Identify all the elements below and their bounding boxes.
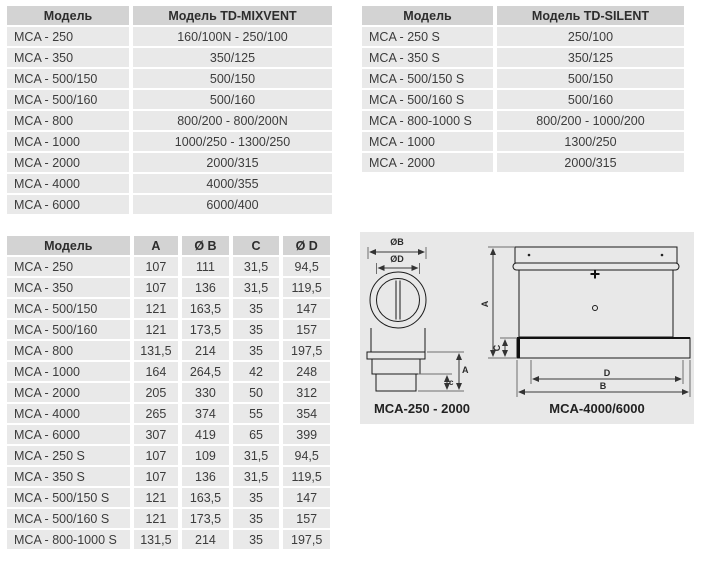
technical-drawing-panel [360, 232, 694, 424]
clamp-band-rect [513, 263, 679, 270]
dim-a-cell: 107 [134, 446, 179, 465]
dimensions-header-row [7, 236, 330, 255]
silent-header-model: Модель [362, 6, 493, 25]
table-row [362, 69, 684, 88]
value-cell: 800/200 - 1000/200 [497, 111, 684, 130]
table-row [362, 153, 684, 172]
value-cell: 500/160 [497, 90, 684, 109]
silent-header-row [362, 6, 684, 25]
dim-d-cell: 312 [283, 383, 330, 402]
table-row [362, 132, 684, 151]
dim-d-cell: 157 [283, 509, 330, 528]
dimensions-header-a: A [134, 236, 179, 255]
dim-c-cell: 55 [233, 404, 280, 423]
table-row [7, 404, 330, 423]
dim-a-cell: 131,5 [134, 530, 179, 549]
model-cell: MCA - 250 [7, 257, 130, 276]
value-cell: 350/125 [133, 48, 332, 67]
table-row [7, 509, 330, 528]
dim-c-cell: 35 [233, 341, 280, 360]
value-cell: 500/160 [133, 90, 332, 109]
model-cell: MCA - 500/160 [7, 90, 129, 109]
table-row [7, 425, 330, 444]
dim-b-cell: 173,5 [182, 509, 229, 528]
dim-b-cell: 214 [182, 530, 229, 549]
dim-c-cell: 35 [233, 530, 280, 549]
dim-a-cell: 265 [134, 404, 179, 423]
model-cell: MCA - 500/160 [7, 320, 130, 339]
left-drawing-front-view [368, 237, 426, 328]
value-cell: 350/125 [497, 48, 684, 67]
table-row [7, 195, 332, 214]
model-cell: MCA - 500/150 S [7, 488, 130, 507]
table-row [362, 111, 684, 130]
value-cell: 2000/315 [133, 153, 332, 172]
table-row [7, 530, 330, 549]
dim-b-cell: 136 [182, 278, 229, 297]
dim-c-cell: 35 [233, 299, 280, 318]
model-cell: MCA - 800 [7, 341, 130, 360]
value-cell: 1300/250 [497, 132, 684, 151]
model-cell: MCA - 6000 [7, 195, 129, 214]
table-row [7, 69, 332, 88]
table-row [7, 341, 330, 360]
value-cell: 800/200 - 800/200N [133, 111, 332, 130]
table-row [7, 320, 330, 339]
dim-label-a: A [462, 365, 469, 375]
dim-b-cell: 374 [182, 404, 229, 423]
dim-b-cell: 214 [182, 341, 229, 360]
dim-d-cell: 248 [283, 362, 330, 381]
dim-b-cell: 264,5 [182, 362, 229, 381]
dim-d-cell: 157 [283, 320, 330, 339]
dim-b-cell: 111 [182, 257, 229, 276]
dimensions-header-b: Ø B [182, 236, 229, 255]
dim-b-cell: 136 [182, 467, 229, 486]
mixvent-table [3, 4, 336, 216]
dim-c-cell: 31,5 [233, 278, 280, 297]
model-cell: MCA - 1000 [7, 362, 130, 381]
model-cell: MCA - 350 S [7, 467, 130, 486]
model-cell: MCA - 6000 [7, 425, 130, 444]
technical-drawing [360, 232, 694, 424]
left-drawing-side-view [367, 328, 469, 391]
model-cell: MCA - 4000 [7, 404, 130, 423]
dim-d-cell: 147 [283, 488, 330, 507]
table-row [7, 48, 332, 67]
dim-label-b: B [599, 381, 607, 391]
model-cell: MCA - 4000 [7, 174, 129, 193]
dim-d-cell: 197,5 [283, 530, 330, 549]
silent-table [358, 4, 688, 174]
screw-dot [661, 254, 664, 257]
model-cell: MCA - 500/150 [7, 69, 129, 88]
table-row [7, 299, 330, 318]
model-cell: MCA - 500/150 S [362, 69, 493, 88]
dim-b-cell: 163,5 [182, 299, 229, 318]
model-cell: MCA - 800 [7, 111, 129, 130]
model-cell: MCA - 250 S [362, 27, 493, 46]
dim-d-cell: 94,5 [283, 446, 330, 465]
model-cell: MCA - 1000 [7, 132, 129, 151]
bottom-duct-rect [517, 338, 690, 358]
table-row [7, 257, 330, 276]
dimensions-header-model: Модель [7, 236, 130, 255]
table-row [7, 111, 332, 130]
table-row [362, 90, 684, 109]
dim-a-cell: 131,5 [134, 341, 179, 360]
model-cell: MCA - 800-1000 S [362, 111, 493, 130]
dim-b-cell: 163,5 [182, 488, 229, 507]
dim-a-cell: 107 [134, 278, 179, 297]
dim-c-cell: 31,5 [233, 467, 280, 486]
model-cell: MCA - 350 S [362, 48, 493, 67]
value-cell: 6000/400 [133, 195, 332, 214]
duct-left-edge [517, 338, 520, 358]
dim-label-d: D [603, 368, 611, 378]
dim-b-cell: 419 [182, 425, 229, 444]
dim-d-cell: 147 [283, 299, 330, 318]
model-cell: MCA - 1000 [362, 132, 493, 151]
left-drawing-caption: MCA-250 - 2000 [373, 401, 471, 416]
value-cell: 160/100N - 250/100 [133, 27, 332, 46]
model-cell: MCA - 350 [7, 48, 129, 67]
dim-c-cell: 31,5 [233, 446, 280, 465]
right-drawing-caption: MCA-4000/6000 [549, 401, 645, 416]
table-row [7, 362, 330, 381]
dim-label-c: c [449, 378, 454, 387]
dim-a-cell: 121 [134, 509, 179, 528]
table-row [362, 48, 684, 67]
dim-label-a: A [480, 300, 490, 308]
dim-a-cell: 121 [134, 320, 179, 339]
model-cell: MCA - 2000 [362, 153, 493, 172]
housing-body-rect [519, 270, 673, 337]
dim-c-cell: 42 [233, 362, 280, 381]
value-cell: 4000/355 [133, 174, 332, 193]
table-row [7, 90, 332, 109]
table-row [7, 278, 330, 297]
table-row [7, 132, 332, 151]
screw-dot [528, 254, 531, 257]
dim-d-cell: 94,5 [283, 257, 330, 276]
model-cell: MCA - 500/150 [7, 299, 130, 318]
table-row [7, 174, 332, 193]
table-row [7, 446, 330, 465]
dim-d-cell: 197,5 [283, 341, 330, 360]
flange-rect [367, 352, 425, 359]
dim-b-cell: 173,5 [182, 320, 229, 339]
value-cell: 500/150 [133, 69, 332, 88]
dim-c-cell: 35 [233, 320, 280, 339]
model-cell: MCA - 500/160 S [7, 509, 130, 528]
model-cell: MCA - 2000 [7, 153, 129, 172]
mixvent-header-row [7, 6, 332, 25]
value-cell: 2000/315 [497, 153, 684, 172]
table-row [7, 383, 330, 402]
duct-rect [376, 374, 416, 391]
model-cell: MCA - 500/160 S [362, 90, 493, 109]
dim-c-cell: 35 [233, 509, 280, 528]
model-cell: MCA - 800-1000 S [7, 530, 130, 549]
dim-a-cell: 107 [134, 467, 179, 486]
value-cell: 500/150 [497, 69, 684, 88]
table-row [7, 27, 332, 46]
dim-d-cell: 399 [283, 425, 330, 444]
dim-label-ob: ØB [390, 237, 404, 247]
value-cell: 250/100 [497, 27, 684, 46]
mounting-plate-rect [515, 247, 677, 263]
dim-c-cell: 65 [233, 425, 280, 444]
dim-a-cell: 121 [134, 299, 179, 318]
dim-b-cell: 330 [182, 383, 229, 402]
model-cell: MCA - 250 S [7, 446, 130, 465]
dim-d-cell: 119,5 [283, 467, 330, 486]
dim-c-cell: 35 [233, 488, 280, 507]
value-cell: 1000/250 - 1300/250 [133, 132, 332, 151]
dim-a-cell: 107 [134, 257, 179, 276]
dim-a-cell: 164 [134, 362, 179, 381]
silent-header-value: Модель TD-SILENT [497, 6, 684, 25]
table-row [7, 153, 332, 172]
mixvent-header-model: Модель [7, 6, 129, 25]
model-cell: MCA - 2000 [7, 383, 130, 402]
model-cell: MCA - 350 [7, 278, 130, 297]
body-rect [372, 359, 420, 374]
fan-outer-circle [370, 272, 426, 328]
dimensions-header-d: Ø D [283, 236, 330, 255]
table-row [7, 488, 330, 507]
dim-b-cell: 109 [182, 446, 229, 465]
table-row [7, 467, 330, 486]
table-row [362, 27, 684, 46]
dim-c-cell: 31,5 [233, 257, 280, 276]
dim-d-cell: 354 [283, 404, 330, 423]
mixvent-header-value: Модель TD-MIXVENT [133, 6, 332, 25]
dimensions-table [3, 234, 334, 551]
dim-a-cell: 205 [134, 383, 179, 402]
right-drawing [480, 247, 690, 397]
dim-label-c: C [492, 344, 502, 352]
dimensions-header-c: C [233, 236, 280, 255]
model-cell: MCA - 250 [7, 27, 129, 46]
dim-d-cell: 119,5 [283, 278, 330, 297]
dim-a-cell: 121 [134, 488, 179, 507]
dim-a-cell: 307 [134, 425, 179, 444]
dim-c-cell: 50 [233, 383, 280, 402]
dim-label-od: ØD [390, 254, 404, 264]
